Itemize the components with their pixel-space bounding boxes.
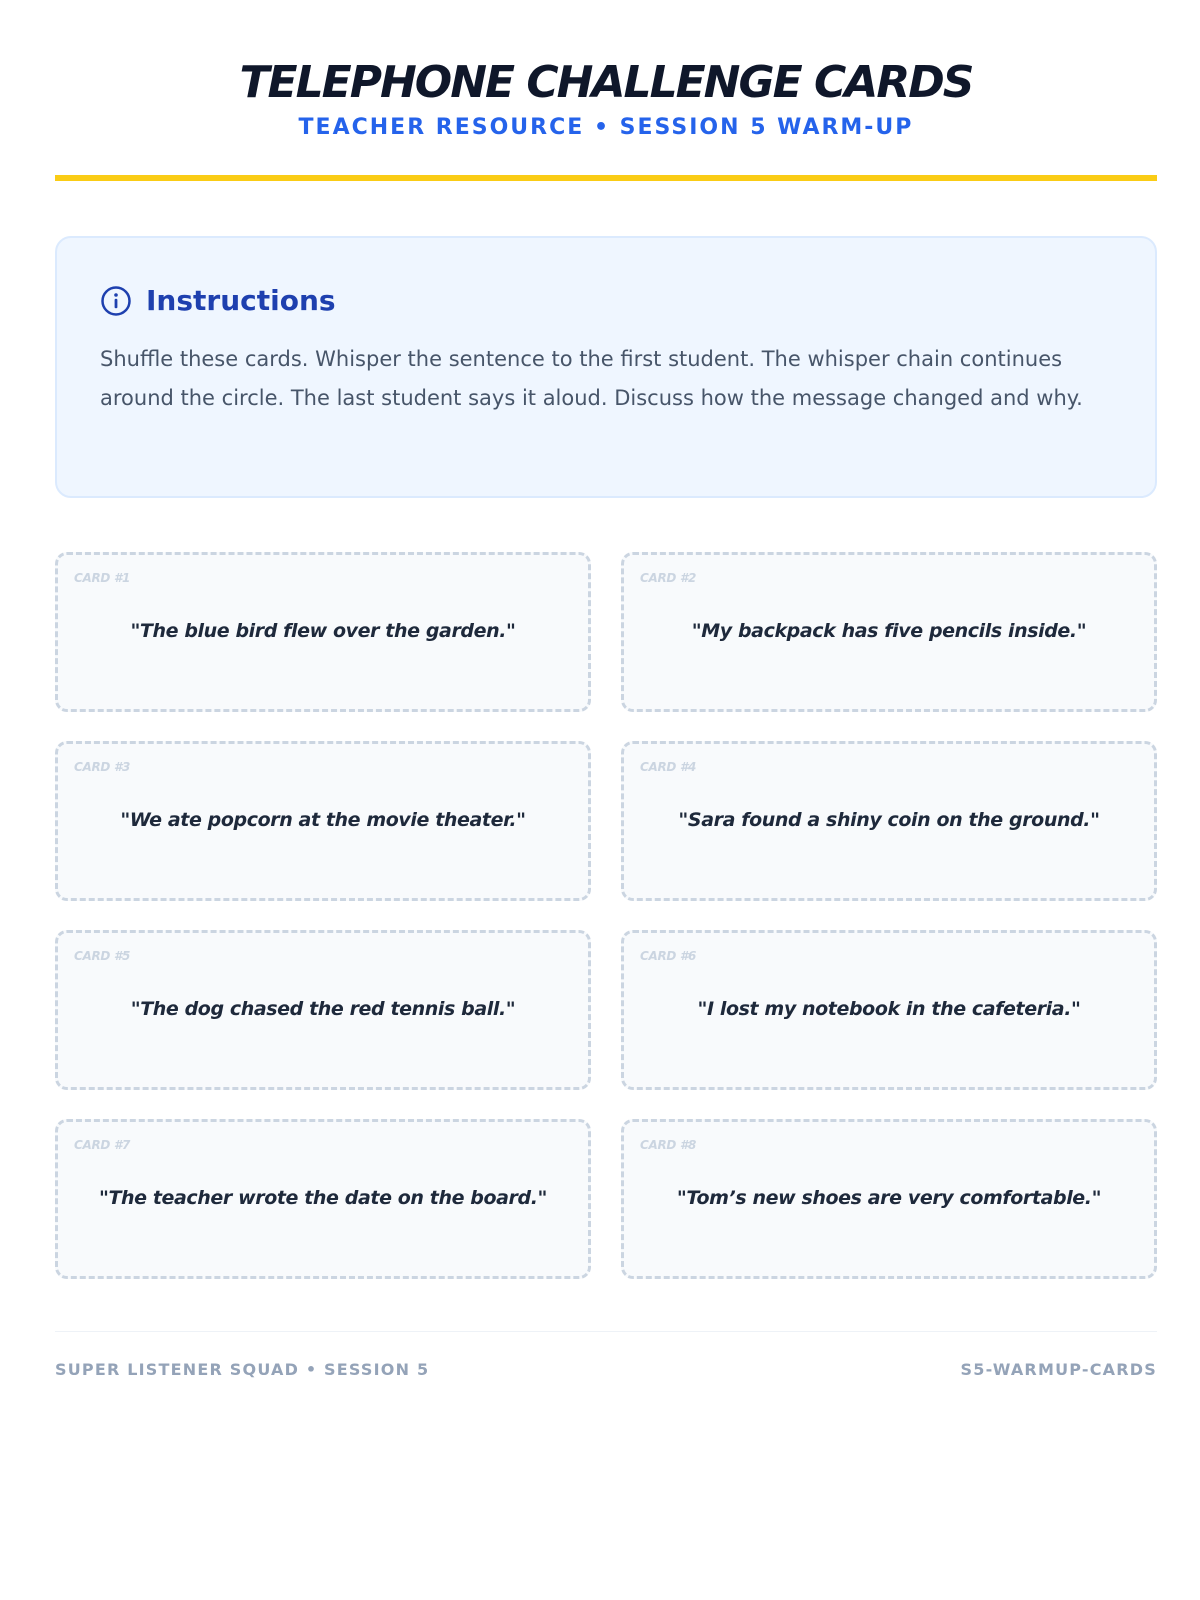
instructions-header (100, 284, 1115, 318)
instructions-title: Instructions (146, 284, 336, 317)
instructions-panel (55, 236, 1157, 498)
card-sentence: "Tom’s new shoes are very comfortable." (676, 1187, 1102, 1209)
page-title: TELEPHONE CHALLENGE CARDS (239, 57, 973, 108)
challenge-card (621, 1119, 1157, 1279)
card-sentence: "My backpack has five pencils inside." (691, 620, 1087, 642)
worksheet-page (55, 0, 1157, 1379)
page-header (55, 0, 1157, 142)
card-number: CARD #7 (74, 1138, 131, 1152)
challenge-card (621, 741, 1157, 901)
card-grid (55, 552, 1157, 1279)
card-sentence: "I lost my notebook in the cafeteria." (697, 998, 1081, 1020)
card-number: CARD #5 (74, 949, 131, 963)
card-number: CARD #1 (74, 571, 131, 585)
footer-document-code: S5-WARMUP-CARDS (960, 1360, 1157, 1379)
card-number: CARD #4 (640, 760, 697, 774)
instructions-text: Shuffle these cards. Whisper the sentence to the first student. The whisper chain continues around the circle. The last student says it aloud. Discuss how the message changed and why. (100, 347, 1083, 410)
header-divider (55, 175, 1157, 181)
challenge-card (621, 930, 1157, 1090)
card-number: CARD #8 (640, 1138, 697, 1152)
card-number: CARD #6 (640, 949, 697, 963)
challenge-card (55, 1119, 591, 1279)
page-subtitle: TEACHER RESOURCE • SESSION 5 WARM-UP (298, 115, 914, 140)
card-sentence: "The teacher wrote the date on the board." (98, 1187, 548, 1209)
card-sentence: "The blue bird flew over the garden." (130, 620, 516, 642)
challenge-card (55, 930, 591, 1090)
card-number: CARD #3 (74, 760, 131, 774)
footer-left-label: SUPER LISTENER SQUAD • SESSION 5 (55, 1360, 430, 1379)
challenge-card (621, 552, 1157, 712)
card-sentence: "We ate popcorn at the movie theater." (120, 809, 526, 831)
card-sentence: "The dog chased the red tennis ball." (130, 998, 516, 1020)
challenge-card (55, 741, 591, 901)
challenge-card (55, 552, 591, 712)
page-footer (55, 1360, 1157, 1380)
info-circle-icon (100, 285, 132, 317)
footer-divider (55, 1331, 1157, 1332)
card-sentence: "Sara found a shiny coin on the ground." (678, 809, 1100, 831)
card-number: CARD #2 (640, 571, 697, 585)
